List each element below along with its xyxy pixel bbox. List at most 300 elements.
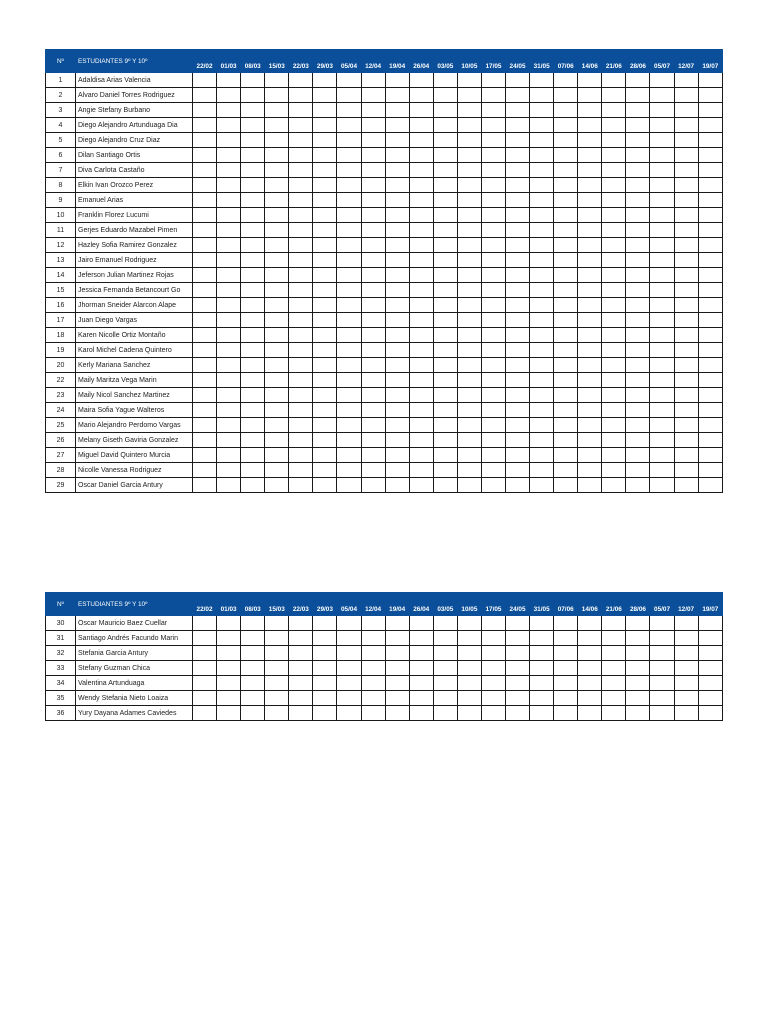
attendance-cell[interactable] — [217, 178, 241, 193]
attendance-cell[interactable] — [554, 208, 578, 223]
attendance-cell[interactable] — [409, 616, 433, 631]
attendance-cell[interactable] — [506, 208, 530, 223]
attendance-cell[interactable] — [337, 208, 361, 223]
attendance-cell[interactable] — [361, 268, 385, 283]
attendance-cell[interactable] — [385, 253, 409, 268]
attendance-cell[interactable] — [409, 208, 433, 223]
attendance-cell[interactable] — [602, 223, 626, 238]
attendance-cell[interactable] — [602, 661, 626, 676]
attendance-cell[interactable] — [626, 631, 650, 646]
attendance-cell[interactable] — [433, 358, 457, 373]
attendance-cell[interactable] — [457, 133, 481, 148]
attendance-cell[interactable] — [241, 661, 265, 676]
attendance-cell[interactable] — [313, 178, 337, 193]
attendance-cell[interactable] — [361, 208, 385, 223]
attendance-cell[interactable] — [554, 88, 578, 103]
attendance-cell[interactable] — [602, 208, 626, 223]
attendance-cell[interactable] — [530, 706, 554, 721]
attendance-cell[interactable] — [554, 163, 578, 178]
attendance-cell[interactable] — [506, 88, 530, 103]
attendance-cell[interactable] — [530, 631, 554, 646]
attendance-cell[interactable] — [361, 676, 385, 691]
attendance-cell[interactable] — [481, 463, 505, 478]
attendance-cell[interactable] — [193, 661, 217, 676]
attendance-cell[interactable] — [289, 208, 313, 223]
attendance-cell[interactable] — [481, 118, 505, 133]
attendance-cell[interactable] — [337, 238, 361, 253]
attendance-cell[interactable] — [265, 283, 289, 298]
attendance-cell[interactable] — [289, 418, 313, 433]
attendance-cell[interactable] — [361, 388, 385, 403]
attendance-cell[interactable] — [457, 328, 481, 343]
attendance-cell[interactable] — [361, 253, 385, 268]
attendance-cell[interactable] — [193, 178, 217, 193]
attendance-cell[interactable] — [530, 148, 554, 163]
attendance-cell[interactable] — [698, 118, 722, 133]
attendance-cell[interactable] — [602, 646, 626, 661]
attendance-cell[interactable] — [698, 631, 722, 646]
attendance-cell[interactable] — [578, 88, 602, 103]
attendance-cell[interactable] — [289, 646, 313, 661]
attendance-cell[interactable] — [602, 283, 626, 298]
attendance-cell[interactable] — [554, 448, 578, 463]
attendance-cell[interactable] — [385, 433, 409, 448]
attendance-cell[interactable] — [698, 163, 722, 178]
attendance-cell[interactable] — [361, 373, 385, 388]
attendance-cell[interactable] — [361, 103, 385, 118]
attendance-cell[interactable] — [674, 706, 698, 721]
attendance-cell[interactable] — [457, 298, 481, 313]
attendance-cell[interactable] — [481, 283, 505, 298]
attendance-cell[interactable] — [241, 283, 265, 298]
attendance-cell[interactable] — [481, 433, 505, 448]
attendance-cell[interactable] — [193, 88, 217, 103]
attendance-cell[interactable] — [289, 118, 313, 133]
attendance-cell[interactable] — [602, 676, 626, 691]
attendance-cell[interactable] — [578, 691, 602, 706]
attendance-cell[interactable] — [530, 388, 554, 403]
attendance-cell[interactable] — [578, 148, 602, 163]
attendance-cell[interactable] — [433, 646, 457, 661]
attendance-cell[interactable] — [313, 238, 337, 253]
attendance-cell[interactable] — [337, 133, 361, 148]
attendance-cell[interactable] — [626, 463, 650, 478]
attendance-cell[interactable] — [361, 691, 385, 706]
attendance-cell[interactable] — [217, 313, 241, 328]
attendance-cell[interactable] — [481, 418, 505, 433]
attendance-cell[interactable] — [481, 373, 505, 388]
attendance-cell[interactable] — [578, 163, 602, 178]
attendance-cell[interactable] — [578, 283, 602, 298]
attendance-cell[interactable] — [361, 148, 385, 163]
attendance-cell[interactable] — [626, 478, 650, 493]
attendance-cell[interactable] — [289, 328, 313, 343]
attendance-cell[interactable] — [578, 103, 602, 118]
attendance-cell[interactable] — [650, 223, 674, 238]
attendance-cell[interactable] — [193, 403, 217, 418]
attendance-cell[interactable] — [530, 313, 554, 328]
attendance-cell[interactable] — [506, 433, 530, 448]
attendance-cell[interactable] — [409, 373, 433, 388]
attendance-cell[interactable] — [602, 418, 626, 433]
attendance-cell[interactable] — [193, 223, 217, 238]
attendance-cell[interactable] — [265, 373, 289, 388]
attendance-cell[interactable] — [602, 328, 626, 343]
attendance-cell[interactable] — [217, 706, 241, 721]
attendance-cell[interactable] — [457, 463, 481, 478]
attendance-cell[interactable] — [217, 433, 241, 448]
attendance-cell[interactable] — [650, 148, 674, 163]
attendance-cell[interactable] — [650, 358, 674, 373]
attendance-cell[interactable] — [602, 238, 626, 253]
attendance-cell[interactable] — [265, 691, 289, 706]
attendance-cell[interactable] — [481, 88, 505, 103]
attendance-cell[interactable] — [554, 178, 578, 193]
attendance-cell[interactable] — [554, 403, 578, 418]
attendance-cell[interactable] — [506, 403, 530, 418]
attendance-cell[interactable] — [674, 691, 698, 706]
attendance-cell[interactable] — [337, 148, 361, 163]
attendance-cell[interactable] — [313, 148, 337, 163]
attendance-cell[interactable] — [530, 253, 554, 268]
attendance-cell[interactable] — [506, 631, 530, 646]
attendance-cell[interactable] — [361, 448, 385, 463]
attendance-cell[interactable] — [409, 178, 433, 193]
attendance-cell[interactable] — [650, 298, 674, 313]
attendance-cell[interactable] — [193, 676, 217, 691]
attendance-cell[interactable] — [313, 163, 337, 178]
attendance-cell[interactable] — [313, 676, 337, 691]
attendance-cell[interactable] — [217, 223, 241, 238]
attendance-cell[interactable] — [457, 253, 481, 268]
attendance-cell[interactable] — [457, 268, 481, 283]
attendance-cell[interactable] — [554, 298, 578, 313]
attendance-cell[interactable] — [481, 343, 505, 358]
attendance-cell[interactable] — [457, 418, 481, 433]
attendance-cell[interactable] — [578, 178, 602, 193]
attendance-cell[interactable] — [241, 298, 265, 313]
attendance-cell[interactable] — [650, 433, 674, 448]
attendance-cell[interactable] — [289, 253, 313, 268]
attendance-cell[interactable] — [481, 193, 505, 208]
attendance-cell[interactable] — [674, 676, 698, 691]
attendance-cell[interactable] — [554, 691, 578, 706]
attendance-cell[interactable] — [433, 463, 457, 478]
attendance-cell[interactable] — [481, 133, 505, 148]
attendance-cell[interactable] — [530, 118, 554, 133]
attendance-cell[interactable] — [650, 418, 674, 433]
attendance-cell[interactable] — [241, 433, 265, 448]
attendance-cell[interactable] — [265, 646, 289, 661]
attendance-cell[interactable] — [626, 691, 650, 706]
attendance-cell[interactable] — [217, 676, 241, 691]
attendance-cell[interactable] — [217, 298, 241, 313]
attendance-cell[interactable] — [217, 373, 241, 388]
attendance-cell[interactable] — [506, 646, 530, 661]
attendance-cell[interactable] — [337, 418, 361, 433]
attendance-cell[interactable] — [698, 373, 722, 388]
attendance-cell[interactable] — [313, 631, 337, 646]
attendance-cell[interactable] — [265, 631, 289, 646]
attendance-cell[interactable] — [361, 478, 385, 493]
attendance-cell[interactable] — [313, 463, 337, 478]
attendance-cell[interactable] — [241, 208, 265, 223]
attendance-cell[interactable] — [530, 448, 554, 463]
attendance-cell[interactable] — [313, 388, 337, 403]
attendance-cell[interactable] — [530, 463, 554, 478]
attendance-cell[interactable] — [481, 616, 505, 631]
attendance-cell[interactable] — [626, 328, 650, 343]
attendance-cell[interactable] — [457, 178, 481, 193]
attendance-cell[interactable] — [698, 103, 722, 118]
attendance-cell[interactable] — [457, 343, 481, 358]
attendance-cell[interactable] — [457, 163, 481, 178]
attendance-cell[interactable] — [698, 706, 722, 721]
attendance-cell[interactable] — [554, 433, 578, 448]
attendance-cell[interactable] — [217, 403, 241, 418]
attendance-cell[interactable] — [650, 328, 674, 343]
attendance-cell[interactable] — [385, 118, 409, 133]
attendance-cell[interactable] — [578, 133, 602, 148]
attendance-cell[interactable] — [217, 148, 241, 163]
attendance-cell[interactable] — [650, 103, 674, 118]
attendance-cell[interactable] — [289, 388, 313, 403]
attendance-cell[interactable] — [626, 118, 650, 133]
attendance-cell[interactable] — [481, 358, 505, 373]
attendance-cell[interactable] — [217, 238, 241, 253]
attendance-cell[interactable] — [698, 343, 722, 358]
attendance-cell[interactable] — [554, 358, 578, 373]
attendance-cell[interactable] — [457, 373, 481, 388]
attendance-cell[interactable] — [265, 616, 289, 631]
attendance-cell[interactable] — [602, 118, 626, 133]
attendance-cell[interactable] — [674, 193, 698, 208]
attendance-cell[interactable] — [650, 268, 674, 283]
attendance-cell[interactable] — [530, 163, 554, 178]
attendance-cell[interactable] — [554, 283, 578, 298]
attendance-cell[interactable] — [433, 208, 457, 223]
attendance-cell[interactable] — [409, 103, 433, 118]
attendance-cell[interactable] — [337, 676, 361, 691]
attendance-cell[interactable] — [626, 73, 650, 88]
attendance-cell[interactable] — [698, 418, 722, 433]
attendance-cell[interactable] — [674, 313, 698, 328]
attendance-cell[interactable] — [433, 403, 457, 418]
attendance-cell[interactable] — [385, 403, 409, 418]
attendance-cell[interactable] — [241, 313, 265, 328]
attendance-cell[interactable] — [481, 253, 505, 268]
attendance-cell[interactable] — [626, 88, 650, 103]
attendance-cell[interactable] — [530, 193, 554, 208]
attendance-cell[interactable] — [626, 313, 650, 328]
attendance-cell[interactable] — [361, 88, 385, 103]
attendance-cell[interactable] — [409, 298, 433, 313]
attendance-cell[interactable] — [530, 358, 554, 373]
attendance-cell[interactable] — [409, 388, 433, 403]
attendance-cell[interactable] — [241, 388, 265, 403]
attendance-cell[interactable] — [481, 388, 505, 403]
attendance-cell[interactable] — [626, 178, 650, 193]
attendance-cell[interactable] — [409, 661, 433, 676]
attendance-cell[interactable] — [241, 193, 265, 208]
attendance-cell[interactable] — [313, 133, 337, 148]
attendance-cell[interactable] — [506, 388, 530, 403]
attendance-cell[interactable] — [337, 88, 361, 103]
attendance-cell[interactable] — [530, 478, 554, 493]
attendance-cell[interactable] — [385, 388, 409, 403]
attendance-cell[interactable] — [193, 118, 217, 133]
attendance-cell[interactable] — [506, 616, 530, 631]
attendance-cell[interactable] — [337, 328, 361, 343]
attendance-cell[interactable] — [361, 283, 385, 298]
attendance-cell[interactable] — [313, 313, 337, 328]
attendance-cell[interactable] — [578, 418, 602, 433]
attendance-cell[interactable] — [626, 661, 650, 676]
attendance-cell[interactable] — [313, 208, 337, 223]
attendance-cell[interactable] — [674, 238, 698, 253]
attendance-cell[interactable] — [385, 616, 409, 631]
attendance-cell[interactable] — [433, 253, 457, 268]
attendance-cell[interactable] — [217, 631, 241, 646]
attendance-cell[interactable] — [409, 193, 433, 208]
attendance-cell[interactable] — [602, 133, 626, 148]
attendance-cell[interactable] — [698, 223, 722, 238]
attendance-cell[interactable] — [217, 478, 241, 493]
attendance-cell[interactable] — [530, 283, 554, 298]
attendance-cell[interactable] — [217, 73, 241, 88]
attendance-cell[interactable] — [602, 148, 626, 163]
attendance-cell[interactable] — [602, 298, 626, 313]
attendance-cell[interactable] — [433, 118, 457, 133]
attendance-cell[interactable] — [313, 646, 337, 661]
attendance-cell[interactable] — [530, 343, 554, 358]
attendance-cell[interactable] — [433, 388, 457, 403]
attendance-cell[interactable] — [578, 388, 602, 403]
attendance-cell[interactable] — [578, 343, 602, 358]
attendance-cell[interactable] — [337, 253, 361, 268]
attendance-cell[interactable] — [530, 373, 554, 388]
attendance-cell[interactable] — [289, 433, 313, 448]
attendance-cell[interactable] — [337, 283, 361, 298]
attendance-cell[interactable] — [554, 463, 578, 478]
attendance-cell[interactable] — [602, 403, 626, 418]
attendance-cell[interactable] — [385, 178, 409, 193]
attendance-cell[interactable] — [433, 373, 457, 388]
attendance-cell[interactable] — [337, 448, 361, 463]
attendance-cell[interactable] — [265, 133, 289, 148]
attendance-cell[interactable] — [193, 328, 217, 343]
attendance-cell[interactable] — [506, 178, 530, 193]
attendance-cell[interactable] — [481, 238, 505, 253]
attendance-cell[interactable] — [506, 358, 530, 373]
attendance-cell[interactable] — [385, 163, 409, 178]
attendance-cell[interactable] — [313, 358, 337, 373]
attendance-cell[interactable] — [313, 118, 337, 133]
attendance-cell[interactable] — [433, 298, 457, 313]
attendance-cell[interactable] — [674, 178, 698, 193]
attendance-cell[interactable] — [674, 298, 698, 313]
attendance-cell[interactable] — [650, 163, 674, 178]
attendance-cell[interactable] — [626, 268, 650, 283]
attendance-cell[interactable] — [265, 208, 289, 223]
attendance-cell[interactable] — [409, 268, 433, 283]
attendance-cell[interactable] — [457, 88, 481, 103]
attendance-cell[interactable] — [193, 418, 217, 433]
attendance-cell[interactable] — [241, 448, 265, 463]
attendance-cell[interactable] — [265, 358, 289, 373]
attendance-cell[interactable] — [385, 313, 409, 328]
attendance-cell[interactable] — [457, 616, 481, 631]
attendance-cell[interactable] — [241, 88, 265, 103]
attendance-cell[interactable] — [481, 691, 505, 706]
attendance-cell[interactable] — [674, 283, 698, 298]
attendance-cell[interactable] — [313, 253, 337, 268]
attendance-cell[interactable] — [433, 631, 457, 646]
attendance-cell[interactable] — [265, 268, 289, 283]
attendance-cell[interactable] — [578, 358, 602, 373]
attendance-cell[interactable] — [241, 253, 265, 268]
attendance-cell[interactable] — [626, 208, 650, 223]
attendance-cell[interactable] — [506, 463, 530, 478]
attendance-cell[interactable] — [481, 178, 505, 193]
attendance-cell[interactable] — [457, 73, 481, 88]
attendance-cell[interactable] — [506, 148, 530, 163]
attendance-cell[interactable] — [433, 268, 457, 283]
attendance-cell[interactable] — [433, 343, 457, 358]
attendance-cell[interactable] — [650, 373, 674, 388]
attendance-cell[interactable] — [217, 208, 241, 223]
attendance-cell[interactable] — [626, 193, 650, 208]
attendance-cell[interactable] — [337, 313, 361, 328]
attendance-cell[interactable] — [265, 328, 289, 343]
attendance-cell[interactable] — [433, 193, 457, 208]
attendance-cell[interactable] — [313, 328, 337, 343]
attendance-cell[interactable] — [626, 343, 650, 358]
attendance-cell[interactable] — [554, 223, 578, 238]
attendance-cell[interactable] — [674, 73, 698, 88]
attendance-cell[interactable] — [433, 448, 457, 463]
attendance-cell[interactable] — [241, 148, 265, 163]
attendance-cell[interactable] — [289, 298, 313, 313]
attendance-cell[interactable] — [674, 133, 698, 148]
attendance-cell[interactable] — [217, 343, 241, 358]
attendance-cell[interactable] — [385, 706, 409, 721]
attendance-cell[interactable] — [433, 103, 457, 118]
attendance-cell[interactable] — [530, 418, 554, 433]
attendance-cell[interactable] — [217, 193, 241, 208]
attendance-cell[interactable] — [602, 313, 626, 328]
attendance-cell[interactable] — [361, 418, 385, 433]
attendance-cell[interactable] — [674, 478, 698, 493]
attendance-cell[interactable] — [457, 448, 481, 463]
attendance-cell[interactable] — [650, 646, 674, 661]
attendance-cell[interactable] — [457, 208, 481, 223]
attendance-cell[interactable] — [361, 616, 385, 631]
attendance-cell[interactable] — [626, 433, 650, 448]
attendance-cell[interactable] — [698, 328, 722, 343]
attendance-cell[interactable] — [698, 478, 722, 493]
attendance-cell[interactable] — [289, 178, 313, 193]
attendance-cell[interactable] — [217, 646, 241, 661]
attendance-cell[interactable] — [409, 691, 433, 706]
attendance-cell[interactable] — [313, 283, 337, 298]
attendance-cell[interactable] — [506, 193, 530, 208]
attendance-cell[interactable] — [361, 706, 385, 721]
attendance-cell[interactable] — [481, 268, 505, 283]
attendance-cell[interactable] — [265, 118, 289, 133]
attendance-cell[interactable] — [481, 403, 505, 418]
attendance-cell[interactable] — [433, 148, 457, 163]
